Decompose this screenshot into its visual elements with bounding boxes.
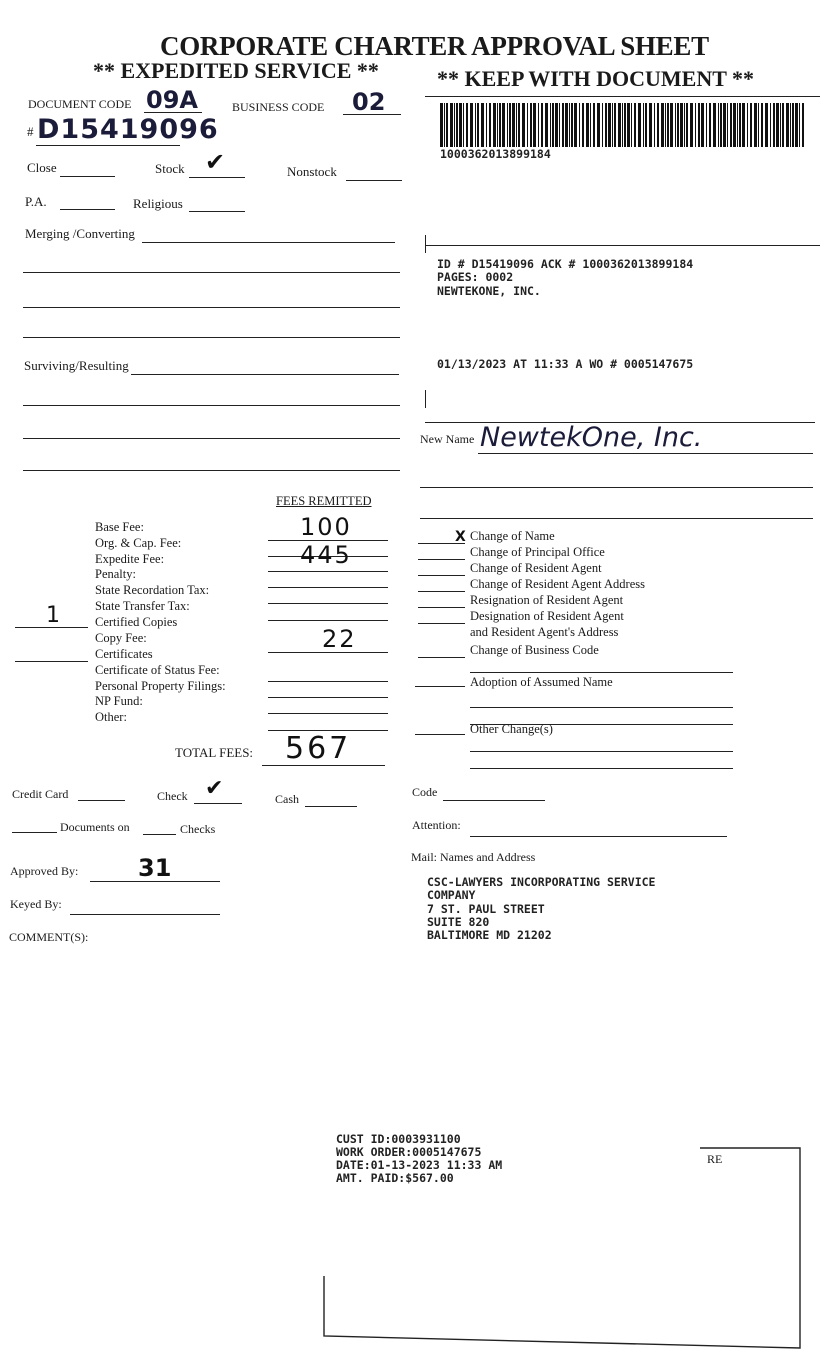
barcode-bar (631, 103, 632, 147)
change-option-label: Change of Business Code (470, 643, 599, 657)
change-option-label: Change of Name (470, 529, 555, 543)
barcode-bar (605, 103, 607, 147)
barcode-bar (649, 103, 652, 147)
mail-address-line: 7 ST. PAUL STREET (427, 902, 545, 916)
receipt-entity-name: NEWTEKONE, INC. (437, 284, 541, 298)
barcode-bar (661, 103, 664, 147)
document-code-label: DOCUMENT CODE (28, 97, 132, 111)
mail-address-line: COMPANY (427, 888, 476, 902)
barcode-bar (770, 103, 771, 147)
check-checkmark: ✔ (205, 776, 224, 801)
barcode-bar (677, 103, 679, 147)
fee-label: NP Fund: (95, 694, 143, 708)
barcode-bar (602, 103, 603, 147)
barcode-bar (522, 103, 525, 147)
receipt-box (320, 1144, 804, 1354)
stamp-amount-paid: AMT. PAID:$567.00 (336, 1171, 454, 1185)
change-option-label: Change of Resident Agent Address (470, 577, 645, 591)
business-code-value: 02 (352, 88, 386, 116)
barcode-bar (489, 103, 491, 147)
barcode-bar (586, 103, 589, 147)
change-option-label: Change of Resident Agent (470, 561, 602, 575)
barcode-bar (690, 103, 693, 147)
barcode-bar (773, 103, 775, 147)
barcode-bar (574, 103, 577, 147)
barcode-bar (675, 103, 676, 147)
fee-label: Personal Property Filings: (95, 679, 226, 693)
change-option-blank (418, 607, 465, 608)
surviving-resulting-label: Surviving/Resulting (24, 358, 129, 373)
change-option-label: Resignation of Resident Agent (470, 593, 624, 607)
change-option-label: Designation of Resident Agent (470, 609, 624, 623)
stamp-work-order: WORK ORDER:0005147675 (336, 1145, 482, 1159)
barcode-bar (612, 103, 613, 147)
receipt-box-label: RE (707, 1152, 723, 1166)
document-code-value: 09A (146, 86, 198, 114)
barcode-bar (727, 103, 728, 147)
change-option-mark: X (455, 529, 466, 545)
religious-label: Religious (133, 196, 183, 211)
barcode-bar (571, 103, 573, 147)
barcode-bar (502, 103, 505, 147)
barcode-bar (737, 103, 738, 147)
barcode-bar (499, 103, 501, 147)
barcode-bar (582, 103, 584, 147)
barcode-bar (747, 103, 748, 147)
approved-by-value: 31 (138, 854, 172, 882)
total-fees-value: 567 (285, 731, 352, 766)
new-name-label: New Name (420, 432, 475, 446)
document-number: D15419096 (37, 114, 219, 145)
change-option-blank (418, 623, 465, 624)
barcode-bar (463, 103, 464, 147)
barcode-bar (665, 103, 666, 147)
change-option-label: and Resident Agent's Address (470, 625, 619, 639)
barcode-bar (645, 103, 647, 147)
total-fees-label: TOTAL FEES: (175, 745, 254, 760)
barcode-number: 1000362013899184 (440, 147, 551, 161)
change-option-blank (418, 657, 465, 658)
number-prefix: # (27, 124, 34, 139)
barcode-bar (627, 103, 630, 147)
receipt-pages-line: PAGES: 0002 (437, 270, 514, 284)
barcode-bar (792, 103, 794, 147)
receipt-date-line: 01/13/2023 AT 11:33 A WO # 0005147675 (437, 357, 694, 371)
barcode-bar (608, 103, 611, 147)
barcode-bar (709, 103, 711, 147)
barcode-bar (790, 103, 791, 147)
documents-on-label: Documents on (60, 820, 130, 834)
barcode-bar (507, 103, 508, 147)
barcode-bar (698, 103, 700, 147)
barcode-bar (718, 103, 719, 147)
keyed-by-label: Keyed By: (10, 897, 62, 911)
barcode-bar (440, 103, 443, 147)
fee-label: Expedite Fee: (95, 552, 165, 566)
mail-heading: Mail: Names and Address (411, 850, 536, 864)
barcode-bar (538, 103, 539, 147)
barcode-bar (593, 103, 595, 147)
barcode-bar (730, 103, 732, 147)
barcode-bar (481, 103, 484, 147)
barcode-bar (493, 103, 496, 147)
barcode-bar (569, 103, 570, 147)
barcode-bar (459, 103, 462, 147)
fee-label: Other: (95, 710, 127, 724)
barcode-bar (497, 103, 498, 147)
barcode-bar (776, 103, 779, 147)
expedited-service-heading: ** EXPEDITED SERVICE ** (93, 58, 379, 83)
change-option-blank (418, 575, 465, 576)
barcode-bar (552, 103, 554, 147)
barcode-bar (695, 103, 696, 147)
barcode-bar (516, 103, 517, 147)
barcode-bar (456, 103, 458, 147)
keep-with-document-heading: ** KEEP WITH DOCUMENT ** (437, 66, 755, 91)
barcode-bar (654, 103, 655, 147)
barcode-bar (470, 103, 473, 147)
barcode-bar (624, 103, 626, 147)
fee-value: 100 (300, 513, 352, 541)
barcode-bar (541, 103, 543, 147)
barcode-bar (550, 103, 551, 147)
barcode-bar (742, 103, 745, 147)
barcode-bar (590, 103, 591, 147)
barcode-bar (765, 103, 768, 147)
other-changes-label: Other Change(s) (470, 722, 553, 736)
attention-label: Attention: (412, 818, 461, 832)
barcode-bar (579, 103, 580, 147)
barcode-bar (477, 103, 479, 147)
pa-label: P.A. (25, 194, 47, 209)
barcode-bar (475, 103, 476, 147)
barcode-bar (562, 103, 564, 147)
fee-label: Certified Copies (95, 615, 178, 629)
barcode-bar (754, 103, 757, 147)
barcode-bar (802, 103, 804, 147)
barcode-bar (795, 103, 798, 147)
fee-label: Copy Fee: (95, 631, 147, 645)
fees-remitted-heading: FEES REMITTED (276, 494, 372, 508)
barcode-bar (758, 103, 759, 147)
fee-value: 445 (300, 541, 352, 569)
barcode-bar (733, 103, 736, 147)
barcode-bar (684, 103, 685, 147)
approved-by-label: Approved By: (10, 864, 79, 878)
change-option-blank (418, 591, 465, 592)
fee-label: Certificates (95, 647, 153, 661)
barcode-bar (597, 103, 600, 147)
fee-label: Base Fee: (95, 520, 144, 534)
barcode-bar (444, 103, 445, 147)
mail-address-line: CSC-LAWYERS INCORPORATING SERVICE (427, 875, 656, 889)
barcode-bar (761, 103, 763, 147)
barcode-bar (670, 103, 673, 147)
barcode-bar (466, 103, 468, 147)
receipt-id-line: ID # D15419096 ACK # 1000362013899184 (437, 257, 694, 271)
barcode-bar (723, 103, 726, 147)
barcode-bar (686, 103, 688, 147)
barcode-bar (622, 103, 623, 147)
fee-label: Penalty: (95, 567, 136, 581)
barcode-bar (667, 103, 669, 147)
merging-converting-label: Merging /Converting (25, 226, 135, 241)
check-label: Check (157, 789, 188, 803)
change-option-blank (418, 559, 465, 560)
stock-label: Stock (155, 161, 185, 176)
fee-label: State Transfer Tax: (95, 599, 190, 613)
stamp-customer-id: CUST ID:0003931100 (336, 1132, 461, 1146)
certified-copies-count: 1 (46, 603, 60, 628)
stamp-date: DATE:01-13-2023 11:33 AM (336, 1158, 503, 1172)
credit-card-label: Credit Card (12, 787, 69, 801)
fee-label: Certificate of Status Fee: (95, 663, 220, 677)
barcode-bar (780, 103, 781, 147)
mail-address-line: SUITE 820 (427, 915, 490, 929)
nonstock-label: Nonstock (287, 164, 337, 179)
barcode-bar (512, 103, 515, 147)
close-label: Close (27, 160, 57, 175)
new-name-value: NewtekOne, Inc. (480, 422, 703, 453)
adoption-assumed-name-label: Adoption of Assumed Name (470, 675, 613, 689)
barcode-bar (533, 103, 536, 147)
barcode-bar (786, 103, 789, 147)
barcode-bar (799, 103, 800, 147)
barcode-bar (450, 103, 453, 147)
barcode-bar (713, 103, 716, 147)
barcode-bar (486, 103, 487, 147)
barcode-bar (706, 103, 707, 147)
cash-label: Cash (275, 792, 299, 806)
change-option-label: Change of Principal Office (470, 545, 605, 559)
fee-label: State Recordation Tax: (95, 583, 210, 597)
barcode-bar (618, 103, 621, 147)
barcode-bar (720, 103, 722, 147)
barcode-bar (782, 103, 784, 147)
barcode-bar (750, 103, 752, 147)
checks-label: Checks (180, 822, 216, 836)
barcode-bar (739, 103, 741, 147)
barcode-bar (446, 103, 448, 147)
barcode-bar (614, 103, 616, 147)
barcode-bar (454, 103, 455, 147)
barcode-bar (657, 103, 659, 147)
barcode-bar (565, 103, 568, 147)
barcode-bar (555, 103, 558, 147)
barcode-bar (701, 103, 704, 147)
barcode-bar (518, 103, 520, 147)
comments-label: COMMENT(S): (9, 930, 89, 944)
barcode-bar (509, 103, 511, 147)
business-code-label: BUSINESS CODE (232, 100, 325, 114)
barcode-bar (634, 103, 636, 147)
code-label: Code (412, 785, 438, 799)
barcode-bar (530, 103, 532, 147)
barcode-bar (559, 103, 560, 147)
barcode-bar (545, 103, 548, 147)
fee-value: 22 (322, 625, 357, 653)
fee-label: Org. & Cap. Fee: (95, 536, 182, 550)
mail-address-line: BALTIMORE MD 21202 (427, 928, 552, 942)
stock-checkmark: ✔ (205, 148, 226, 176)
barcode-bar (680, 103, 683, 147)
page-title: CORPORATE CHARTER APPROVAL SHEET (160, 31, 709, 61)
barcode-bar (527, 103, 528, 147)
barcode-bar (638, 103, 641, 147)
barcode-bar (643, 103, 644, 147)
barcode (440, 103, 810, 147)
